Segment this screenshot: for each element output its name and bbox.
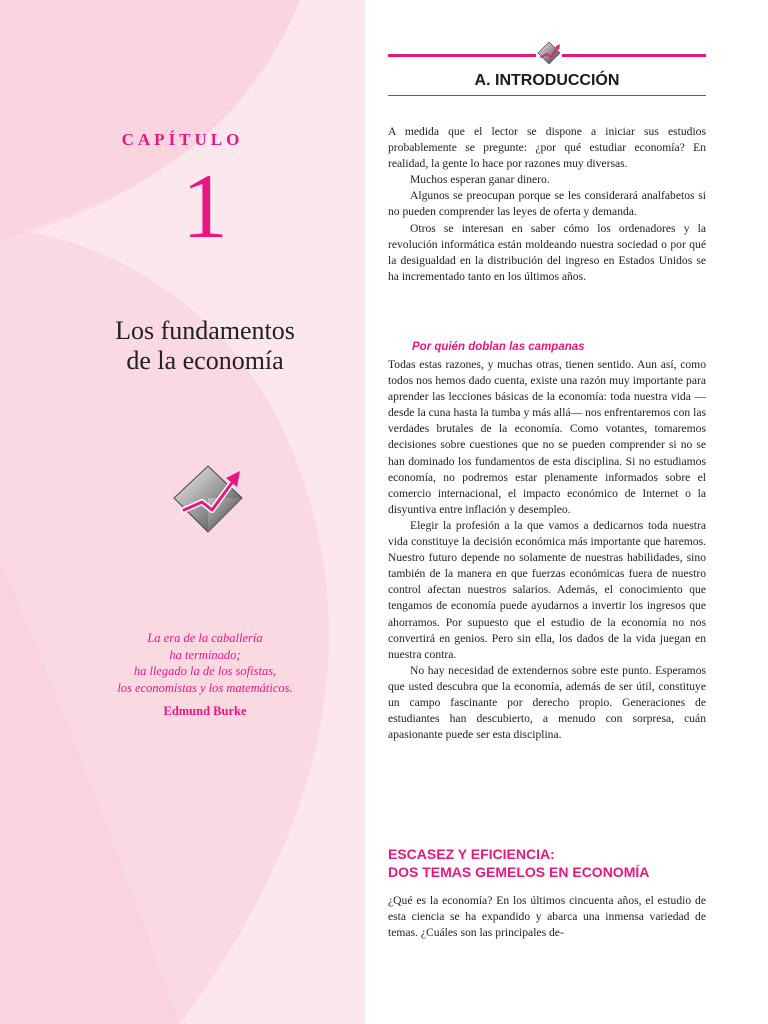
epigraph-line: los economistas y los matemáticos. bbox=[117, 680, 293, 695]
epigraph-line: ha llegado la de los sofistas, bbox=[133, 664, 277, 678]
subsection-text-block bbox=[388, 357, 706, 743]
section-heading-line: DOS TEMAS GEMELOS EN ECONOMÍA bbox=[388, 864, 650, 880]
epigraph-line: ha terminado; bbox=[169, 647, 241, 662]
epigraph-line: La era de la caballería bbox=[147, 631, 263, 645]
chapter-title-line: de la economía bbox=[126, 346, 284, 375]
section-heading bbox=[388, 845, 649, 881]
body-paragraph: ¿Qué es la economía? En los últimos cincuenta años, el estudio de esta ciencia se ha expandido y abarca una inmensa variedad de temas. ¿Cuáles son las principales de- bbox=[388, 894, 706, 940]
chapter-opener-panel bbox=[0, 0, 365, 1024]
chapter-label: CAPÍTULO bbox=[121, 130, 244, 149]
body-paragraph: No hay necesidad de extendernos sobre este punto. Esperamos que usted descubra que la economía, además de ser útil, constituye un campo fascinante por derecho propio. Generaciones de estudiantes han descubierto, a menudo con sorpresa, cuán apasionante puede ser esta disciplina. bbox=[388, 663, 706, 742]
intro-text-block bbox=[388, 124, 706, 285]
subsection-heading: Por quién doblan las campanas bbox=[412, 341, 585, 353]
diamond-rising-arrow-icon bbox=[536, 40, 562, 66]
section-header bbox=[388, 40, 706, 100]
epigraph-author: Edmund Burke bbox=[163, 704, 247, 718]
body-paragraph: A medida que el lector se dispone a iniciar sus estudios probablemente se pregunte: ¿por qué estudiar economía? En realidad, la gente lo hace por razones muy diversas. bbox=[388, 125, 706, 171]
section-title: A. INTRODUCCIÓN bbox=[474, 72, 620, 89]
chapter-title-line: Los fundamentos bbox=[115, 316, 295, 345]
body-paragraph: Otros se interesan en saber cómo los ordenadores y la revolución informática están moldeando nuestra sociedad o por qué la desigualdad en la distribución del ingreso en Estados Unidos se ha incrementado tanto en los últimos años. bbox=[388, 221, 706, 283]
section-rule-bottom bbox=[388, 95, 706, 96]
section-heading-line: ESCASEZ Y EFICIENCIA: bbox=[388, 846, 555, 862]
scarcity-text-block bbox=[388, 893, 706, 941]
epigraph-quote bbox=[0, 630, 365, 696]
diamond-rising-arrow-icon bbox=[170, 462, 246, 536]
body-paragraph: Muchos esperan ganar dinero. bbox=[410, 173, 550, 187]
body-paragraph: Algunos se preocupan porque se les considerará analfabetos si no pueden comprender las leyes de oferta y demanda. bbox=[388, 189, 706, 219]
body-paragraph: Elegir la profesión a la que vamos a dedicarnos toda nuestra vida constituye la decisión económica más importante que haremos. Nuestro futuro depende no solamente de nuestras habilidades, sino también de la manera en que fuerzas económicas fuera de nuestro control afectan nuestros salarios. Además, el conocimiento que tengamos de economía puede ayudarnos a invertir los ingresos que ahorramos. Por supuesto que el estudio de la economía no nos convertirá en genios. Pero sin ella, los dados de la vida juegan en nuestra contra. bbox=[388, 518, 706, 661]
chapter-title bbox=[0, 316, 365, 376]
chapter-number: 1 bbox=[182, 155, 228, 257]
body-paragraph: Todas estas razones, y muchas otras, tienen sentido. Aun así, como todos nos hemos dado cuenta, existe una razón muy importante para aprender las lecciones básicas de la economía: toda nuestra vida —desde la cuna hasta la tumba y más allá— nos enfrentaremos con las verdades brutales de la economía. Como votantes, tomaremos decisiones sobre cuestiones que no se pueden comprender si no se han dominado los fundamentos de esta disciplina. Si no estudiamos economía, no podremos estar plenamente informados sobre el comercio internacional, el impacto económico de Internet o la disyuntiva entre inflación y desempleo. bbox=[388, 358, 706, 516]
